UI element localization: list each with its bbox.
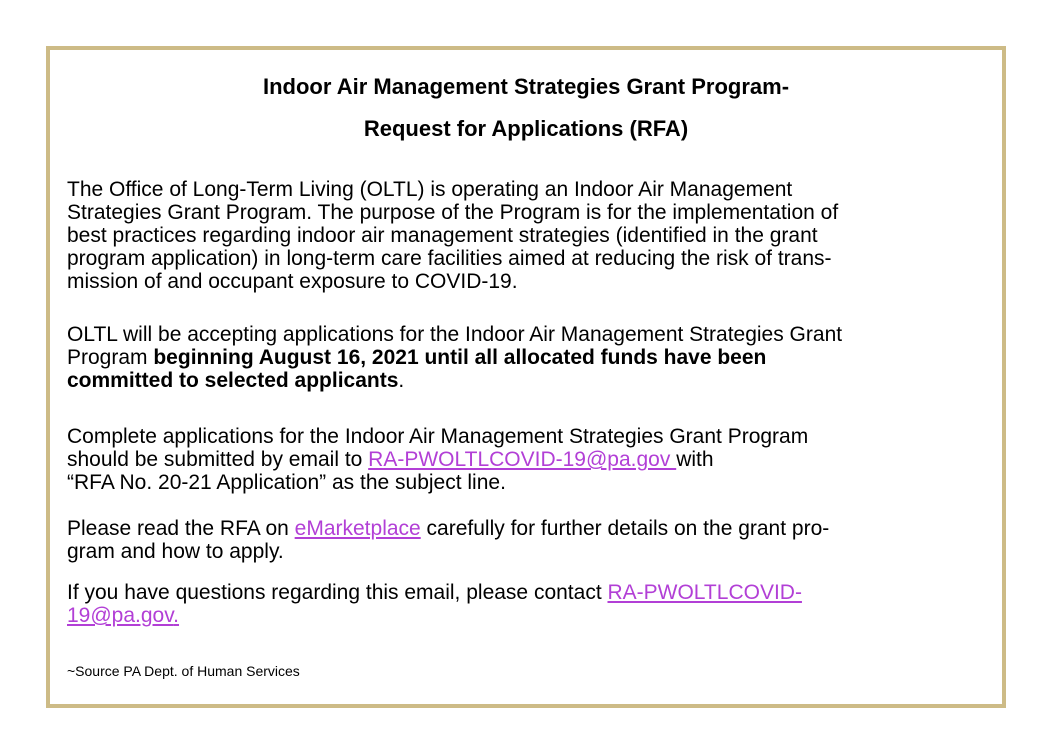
submission-instructions-paragraph: [67, 425, 995, 494]
para2-line2-prefix: Program: [67, 346, 154, 369]
rfa-details-paragraph: [67, 517, 995, 563]
para3-line2-prefix: should be submitted by email to: [67, 448, 369, 471]
notice-title-line2: Request for Applications (RFA): [363, 116, 689, 141]
para1-line1: The Office of Long-Term Living (OLTL) is operating an Indoor Air Management: [67, 178, 793, 201]
source-attribution: ~Source PA Dept. of Human Services: [67, 663, 300, 679]
para3-line1: Complete applications for the Indoor Air Management Strategies Grant Program: [67, 425, 809, 448]
para3-line3: “RFA No. 20-21 Application” as the subject line.: [67, 471, 506, 494]
para1-line2: Strategies Grant Program. The purpose of the Program is for the implementation of: [67, 201, 839, 224]
para2-line1: OLTL will be accepting applications for the Indoor Air Management Strategies Grant: [67, 323, 843, 346]
contact-email-link-part1[interactable]: RA-PWOLTLCOVID-: [607, 581, 802, 604]
para1-line4: program application) in long-term care facilities aimed at reducing the risk of trans-: [67, 247, 832, 270]
notice-frame: [46, 46, 1006, 708]
para3-line2-suffix: with: [676, 448, 714, 471]
contact-email-period: .: [173, 604, 180, 627]
submission-email-link[interactable]: RA-PWOLTLCOVID-19@pa.gov: [368, 448, 677, 471]
application-start-date: beginning August 16, 2021 until all allocated funds have been: [153, 346, 767, 369]
para1-line3: best practices regarding indoor air management strategies (identified in the grant: [67, 224, 818, 247]
program-description-paragraph: [67, 178, 995, 293]
para2-line3-suffix: .: [398, 369, 405, 392]
contact-paragraph: [67, 581, 995, 627]
para4-line1-prefix: Please read the RFA on: [67, 517, 295, 540]
para4-line2: gram and how to apply.: [67, 540, 284, 563]
contact-email-link-part2[interactable]: 19@pa.gov: [67, 604, 174, 627]
application-period-paragraph: [67, 323, 995, 392]
para4-line1-suffix: carefully for further details on the grant pro-: [420, 517, 830, 540]
application-period-end: committed to selected applicants: [67, 369, 399, 392]
emarketplace-link[interactable]: eMarketplace: [294, 517, 421, 540]
para5-line1-prefix: If you have questions regarding this email, please contact: [67, 581, 608, 604]
para1-line5: mission of and occupant exposure to COVID-19.: [67, 270, 518, 293]
notice-title-line1: Indoor Air Management Strategies Grant Program-: [262, 74, 790, 99]
